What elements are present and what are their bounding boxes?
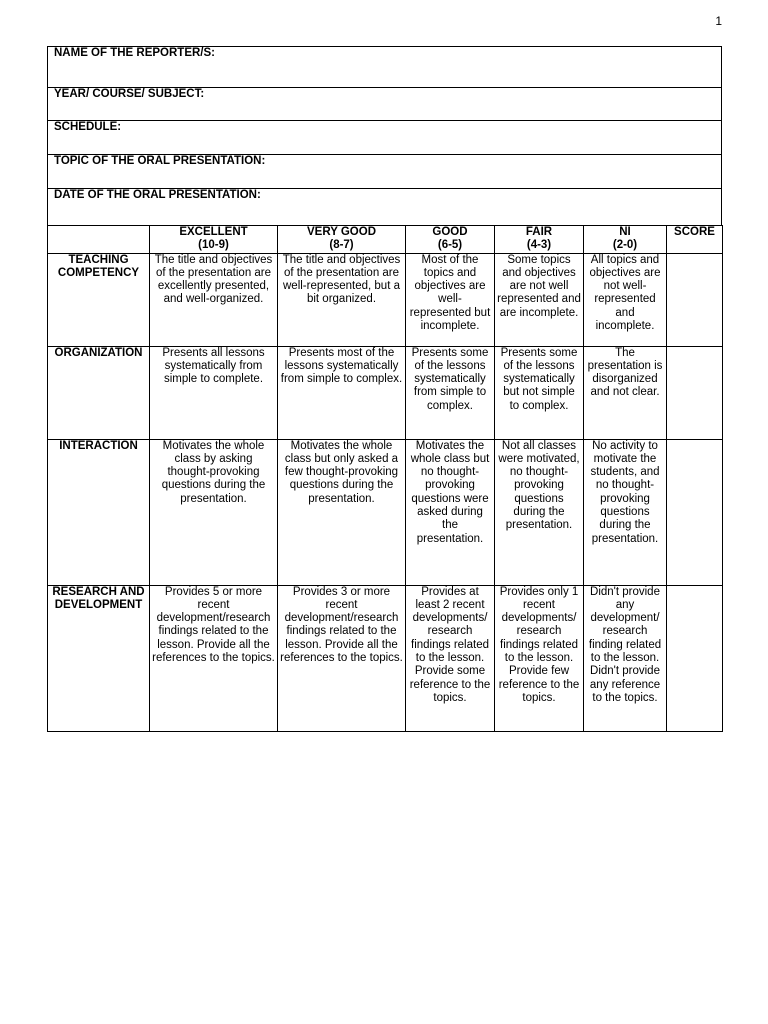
reporter-name-field: NAME OF THE REPORTER/S: — [48, 47, 722, 88]
score-cell — [667, 346, 723, 439]
header-fair: FAIR (4-3) — [495, 226, 584, 254]
descriptor-cell: The presentation is disorganized and not clear. — [584, 346, 667, 439]
rubric-row-organization — [48, 346, 723, 439]
descriptor-cell: Provides only 1 recent developments/ research findings related to the lesson. Provide few reference to the topics. — [495, 585, 584, 731]
descriptor-cell: The title and objectives of the presentation are excellently presented, and well-organized. — [150, 253, 278, 346]
header-criterion — [48, 226, 150, 254]
descriptor-cell: Presents some of the lessons systematically but not simple to complex. — [495, 346, 584, 439]
descriptor-cell: Presents all lessons systematically from simple to complete. — [150, 346, 278, 439]
criterion-label: ORGANIZATION — [48, 346, 150, 439]
descriptor-cell: Motivates the whole class by asking thought-provoking questions during the presentation. — [150, 439, 278, 585]
descriptor-cell: Provides at least 2 recent developments/ research findings related to the lesson. Provide some reference to the topics. — [406, 585, 495, 731]
descriptor-cell: Motivates the whole class but no thought-provoking questions were asked during the presentation. — [406, 439, 495, 585]
info-table — [47, 46, 722, 226]
score-cell — [667, 439, 723, 585]
descriptor-cell: Not all classes were motivated, no thought-provoking questions during the presentation. — [495, 439, 584, 585]
descriptor-cell: Didn't provide any development/ research finding related to the lesson. Didn't provide any reference to the topics. — [584, 585, 667, 731]
header-very-good: VERY GOOD (8-7) — [278, 226, 406, 254]
criterion-label: INTERACTION — [48, 439, 150, 585]
header-excellent: EXCELLENT (10-9) — [150, 226, 278, 254]
descriptor-cell: Most of the topics and objectives are well-represented but incomplete. — [406, 253, 495, 346]
schedule-field: SCHEDULE: — [48, 121, 722, 155]
rubric-row-research-and-development — [48, 585, 723, 731]
criterion-label: TEACHING COMPETENCY — [48, 253, 150, 346]
date-field: DATE OF THE ORAL PRESENTATION: — [48, 189, 722, 226]
descriptor-cell: The title and objectives of the presentation are well-represented, but a bit organized. — [278, 253, 406, 346]
rubric-table — [47, 225, 723, 732]
criterion-label: RESEARCH AND DEVELOPMENT — [48, 585, 150, 731]
header-score: SCORE — [667, 226, 723, 254]
topic-field: TOPIC OF THE ORAL PRESENTATION: — [48, 155, 722, 189]
page-number: 1 — [715, 14, 722, 28]
rubric-row-teaching-competency — [48, 253, 723, 346]
descriptor-cell: Some topics and objectives are not well represented and are incomplete. — [495, 253, 584, 346]
descriptor-cell: Presents most of the lessons systematically from simple to complex. — [278, 346, 406, 439]
descriptor-cell: Presents some of the lessons systematically from simple to complex. — [406, 346, 495, 439]
score-cell — [667, 253, 723, 346]
score-cell — [667, 585, 723, 731]
descriptor-cell: All topics and objectives are not well-represented and incomplete. — [584, 253, 667, 346]
header-good: GOOD (6-5) — [406, 226, 495, 254]
descriptor-cell: Motivates the whole class but only asked a few thought-provoking questions during the presentation. — [278, 439, 406, 585]
rubric-row-interaction — [48, 439, 723, 585]
descriptor-cell: Provides 5 or more recent development/research findings related to the lesson. Provide all the references to the topics. — [150, 585, 278, 731]
descriptor-cell: No activity to motivate the students, and no thought-provoking questions during the presentation. — [584, 439, 667, 585]
header-ni: NI (2-0) — [584, 226, 667, 254]
descriptor-cell: Provides 3 or more recent development/research findings related to the lesson. Provide all the references to the topics. — [278, 585, 406, 731]
rubric-header-row — [48, 226, 723, 254]
year-course-subject-field: YEAR/ COURSE/ SUBJECT: — [48, 88, 722, 121]
